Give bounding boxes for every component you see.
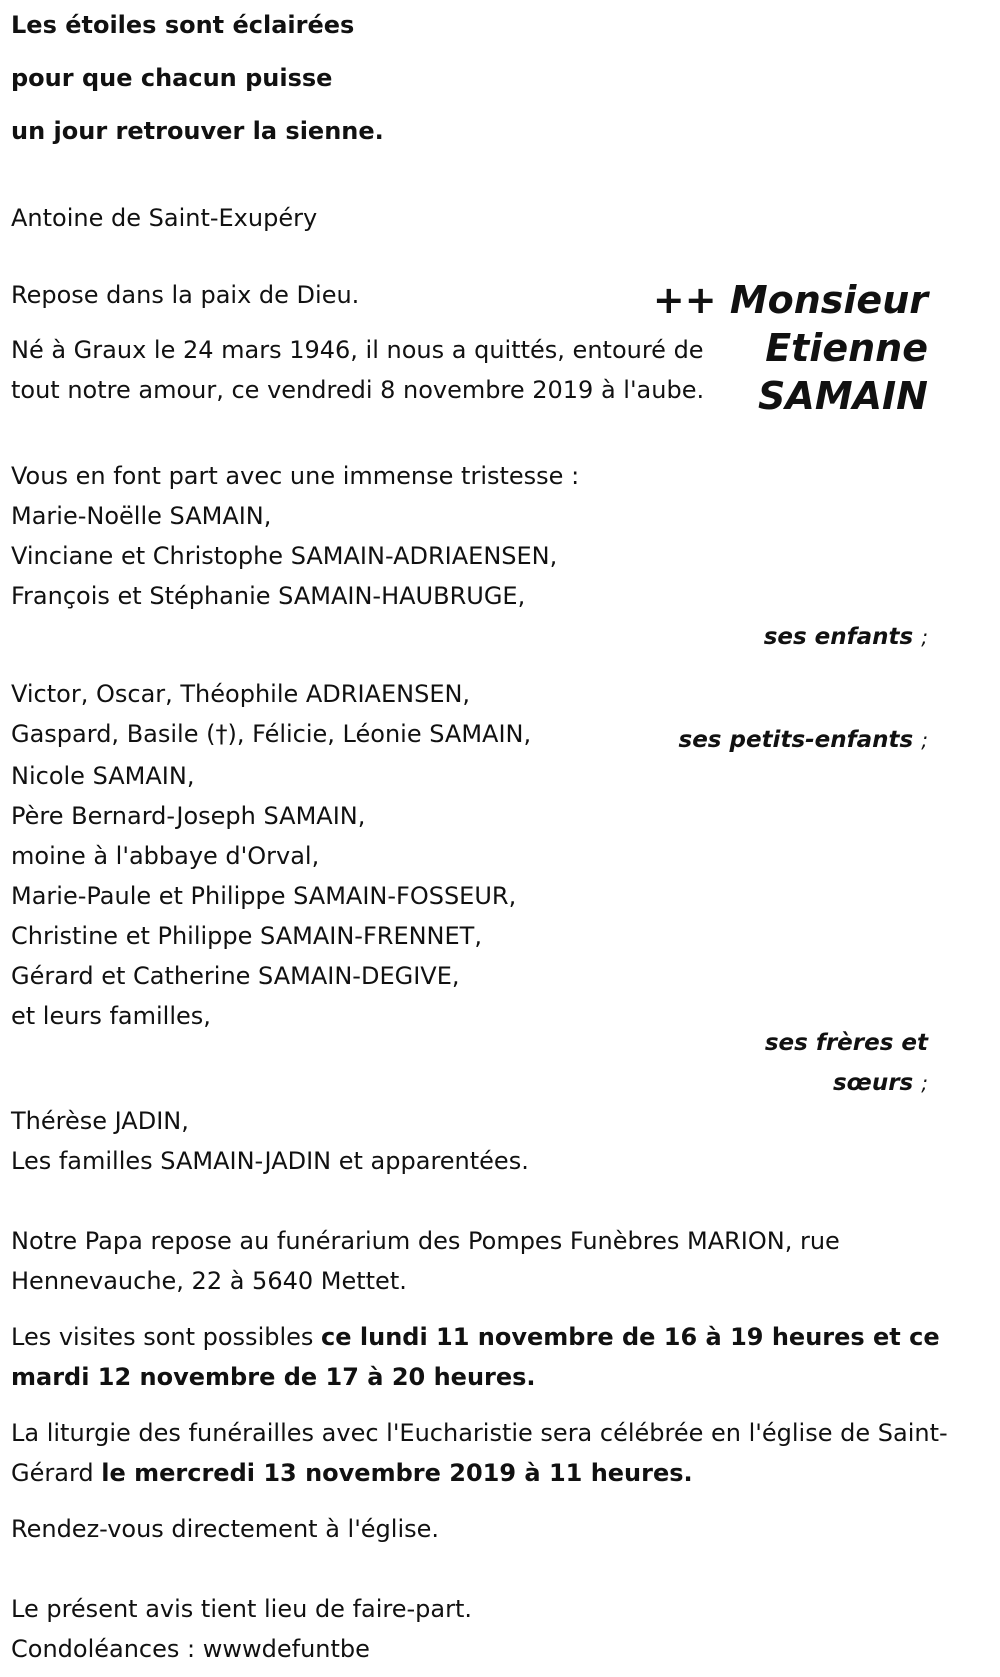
condolences-text: Condoléances : wwwdefuntbe <box>11 1635 370 1663</box>
role-suffix: ; <box>921 625 928 649</box>
other-relative-entry: Les familles SAMAIN-JADIN et apparentées. <box>11 1147 529 1175</box>
funerarium-text: Notre Papa repose au funérarium des Pompes Funèbres MARION, rue Hennevauche, 22 à 5640 Mettet. <box>11 1227 840 1295</box>
role-text: ses petits-enfants <box>678 727 914 753</box>
siblings-role-label-1 <box>765 1023 928 1063</box>
family-block-1 <box>11 456 579 616</box>
role-text: ses frères et <box>764 1030 928 1056</box>
role-suffix: ; <box>921 1071 928 1095</box>
notice-text: Le présent avis tient lieu de faire-part. <box>11 1595 473 1623</box>
siblings-role-label-2 <box>833 1063 928 1103</box>
family-block-2 <box>11 674 531 754</box>
family-block-4 <box>11 1101 529 1181</box>
sibling-entry: Christine et Philippe SAMAIN-FRENNET, <box>11 922 482 950</box>
quote-line-1: Les étoiles sont éclairées <box>11 11 355 39</box>
repose-text: Repose dans la paix de Dieu. <box>11 281 360 309</box>
family-block-3 <box>11 756 516 1036</box>
sibling-entry: Marie-Paule et Philippe SAMAIN-FOSSEUR, <box>11 882 517 910</box>
quote-line-3: un jour retrouver la sienne. <box>11 117 384 145</box>
liturgy-time: le mercredi 13 novembre 2019 à 11 heures. <box>101 1459 693 1487</box>
deceased-title-line-2: Etienne <box>765 326 928 370</box>
sibling-entry: moine à l'abbaye d'Orval, <box>11 842 320 870</box>
children-role-label <box>764 617 928 657</box>
child-entry: François et Stéphanie SAMAIN-HAUBRUGE, <box>11 582 526 610</box>
announce-text: Vous en font part avec une immense tristesse : <box>11 462 580 490</box>
birth-text: Né à Graux le 24 mars 1946, il nous a quittés, entouré de tout notre amour, ce vendredi 8 novembre 2019 à l'aube. <box>11 336 705 404</box>
deceased-title-line-1: ++ Monsieur <box>652 278 928 322</box>
sibling-entry: et leurs familles, <box>11 1002 211 1030</box>
liturgy-text <box>11 1413 971 1493</box>
role-suffix: ; <box>921 728 928 752</box>
visits-times: ce lundi 11 novembre de 16 à 19 heures et ce mardi 12 novembre de 17 à 20 heures. <box>11 1323 940 1391</box>
sibling-entry: Père Bernard-Joseph SAMAIN, <box>11 802 366 830</box>
visits-text <box>11 1317 971 1397</box>
child-entry: Vinciane et Christophe SAMAIN-ADRIAENSEN, <box>11 542 558 570</box>
grandchildren-role-label <box>679 720 928 760</box>
spouse-name: Marie-Noëlle SAMAIN, <box>11 502 272 530</box>
other-relative-entry: Thérèse JADIN, <box>11 1107 189 1135</box>
grandchild-entry: Gaspard, Basile (†), Félicie, Léonie SAMAIN, <box>11 720 532 748</box>
role-text: sœurs <box>832 1070 914 1096</box>
role-text: ses enfants <box>763 624 914 650</box>
quote-author: Antoine de Saint-Exupéry <box>11 204 318 232</box>
liturgy-prefix: La liturgie des funérailles avec l'Eucharistie sera célébrée en l'église de Saint-Gérard <box>11 1419 948 1487</box>
quote-line-2: pour que chacun puisse <box>11 64 333 92</box>
sibling-entry: Gérard et Catherine SAMAIN-DEGIVE, <box>11 962 460 990</box>
deceased-title-line-3: SAMAIN <box>758 374 928 418</box>
rdv-text: Rendez-vous directement à l'église. <box>11 1515 440 1543</box>
visits-prefix: Les visites sont possibles <box>11 1323 322 1351</box>
grandchild-entry: Victor, Oscar, Théophile ADRIAENSEN, <box>11 680 471 708</box>
sibling-entry: Nicole SAMAIN, <box>11 762 195 790</box>
